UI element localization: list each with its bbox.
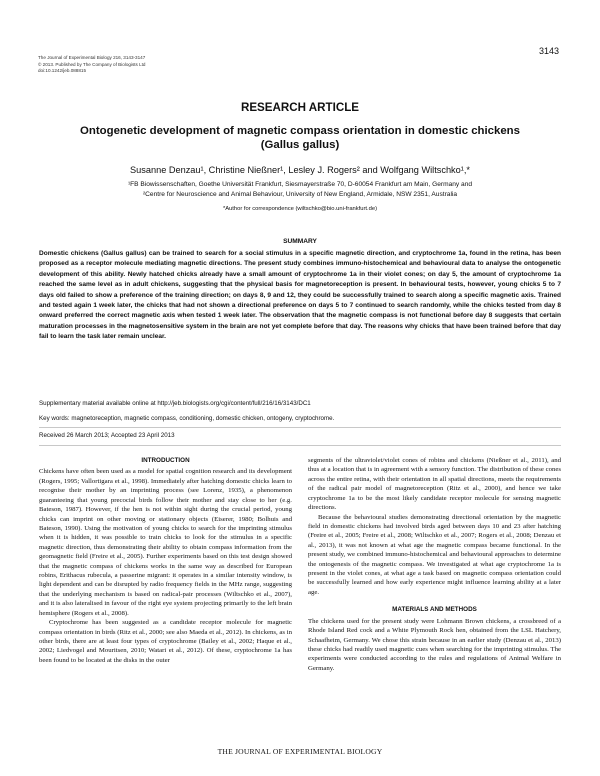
intro-paragraph-4: Because the behavioural studies demonstrating directional orientation by the magnetic field in domestic chickens had involved birds aged between days 10 and 23 after hatching (Freire et al., 2005; Freire et al., 2008; Wiltschko et al., 2007; Rogers et al., 2008; Denzau et al., 2013), it was not known at what age the magnetic compass became functional. In the present study, we combined immuno-histochemical and behavioural approaches to determine the ontogenesis of the magnetic compass. We investigated at what age cryptochrome 1a is present in the violet cones, at what age a task based on magnetic compass orientation could be successfully learned and how early experience might influence learning ability at a later age. [308, 513, 561, 596]
divider [39, 445, 561, 446]
journal-meta [38, 55, 146, 75]
divider [39, 427, 561, 428]
intro-paragraph-1: Chickens have often been used as a model for spatial cognition research and its development (Rogers, 1995; Vallortigara et al., 1998). Immediately after hatching domestic chicks learn to recognise their mother by an imprinting process (see Lorenz, 1935), a phenomenon guaranteeing that young precocial birds follow their mother and stay close to her (e.g. Bateson, 1987). However, if the hen is not within sight during the crucial period, young chicks can imprint on other moving or stationary objects (Eiserer, 1980; Bolhuis and Bateson, 1990). Using the motivation of young chicks to search for the imprinting stimulus when it is hidden, it was possible to train chicks to look for the stimulus in a specific magnetic direction, thus demonstrating their ability to obtain compass information from the geomagnetic field (Freire et al., 2005). Further experiments based on this test design showed that the magnetic compass of chickens works in the same way as described for European robins, Erithacus rubecula, a passerine migrant: it operates in a similar intensity window, is light dependent and can be disrupted by radio frequency fields in the MHz range, suggesting that the underlying mechanism is based on radical-pair processes (Wiltschko et al., 2007), and it is also lateralised in favour of the right eye system projecting primarily to the left brain hemisphere (Rogers et al., 2008). [39, 468, 292, 617]
summary-text: Domestic chickens (Gallus gallus) can be trained to search for a social stimulus in a specific magnetic direction, and cryptochrome 1a, found in the retina, has been proposed as a receptor molecule mediating magnetic directions. The present study combines immuno-histochemical and behavioural data to analyse the ontogenetic development of this ability. Newly hatched chicks already have a small amount of cryptochrome 1a in their violet cones; on day 5, the amount of cryptochrome 1a reached the same level as in adult chickens, suggesting that the physical basis for magnetoreception is present. In behavioural tests, however, young chicks 5 to 7 days old failed to show a preference of the training direction; on days 8, 9 and 12, they could be successfully trained to search along a specific magnetic axis. Trained and tested again 1 week later, the chicks that had not shown a directional preference on days 5 to 7 continued to search randomly, while the chicks tested from day 8 onward preferred the correct magnetic axis when tested 1 week later. The observation that the magnetic compass is not functional before day 8 suggests that certain maturation processes in the magnetosensitive system in the brain are not yet complete before that day. The reasons why chicks that have been trained before that day fail to learn the task later remain unclear. [39, 250, 561, 341]
doi-line: doi:10.1242/jeb.088815 [38, 68, 87, 74]
page-number: 3143 [538, 46, 559, 56]
intro-paragraph-2: Cryptochrome has been suggested as a candidate receptor molecule for magnetic compass orientation in birds (Ritz et al., 2000; see also Maeda et al., 2012). In chickens, as in other birds, there are at least four types of cryptochrome (Bailey et al., 2002; Haque et al., 2002; Liedvogel and Mouritsen, 2010; Watari et al., 2012). Of these, cryptochrome 1a has been found to be located at the disks in the outer [39, 619, 292, 664]
methods-paragraph-1: The chickens used for the present study were Lohmann Brown chickens, a crossbreed of a Rhode Island Red cock and a White Plymouth Rock hen, obtained from the LSL Hatchery, Schaafheim, Germany. We chose this strain because in an earlier study (Denzau et al., 2013) these chicks had readily used magnetic cues when searching for the imprinting stimulus. The experiments were conducted according to the rules and regulations of Animal Welfare in Germany. [308, 617, 561, 672]
affiliation-1: ¹FB Biowissenschaften, Goethe Universität Frankfurt, Siesmayerstraße 70, D-60054 Frankfurt am Main, Germany and [127, 181, 473, 188]
affiliation-2: ²Centre for Neuroscience and Animal Behaviour, University of New England, Armidale, NSW 2351, Australia [142, 191, 458, 198]
left-column [39, 456, 292, 665]
supplementary-note: Supplementary material available online at http://jeb.biologists.org/cgi/content/full/216/16/3143/DC1 [39, 400, 311, 407]
copyright-line: © 2013. Published by The Company of Biologists Ltd [38, 61, 146, 67]
received-dates: Received 26 March 2013; Accepted 23 April 2013 [39, 432, 175, 439]
intro-paragraph-3: segments of the ultraviolet/violet cones of robins and chickens (Nießner et al., 2011), and thus at a location that is in agreement with a sensory function. The distribution of these cones across the entire retina, with their orientation in all spatial directions, meets the requirements of the radical pair model of magnetoreception (Ritz et al., 2000), and hence we take cryptochrome 1a to be the most likely candidate receptor molecule for sensing magnetic directions. [308, 457, 561, 512]
title-line-2: (Gallus gallus) [260, 139, 340, 152]
keywords: Key words: magnetoreception, magnetic compass, conditioning, domestic chicken, ontogeny, cryptochrome. [39, 415, 335, 422]
summary-heading: SUMMARY [283, 238, 317, 245]
journal-citation: The Journal of Experimental Biology 216, 3143-3147 [38, 55, 146, 60]
introduction-heading: INTRODUCTION [141, 457, 190, 464]
author-list: Susanne Denzau¹, Christine Nießner¹, Lesley J. Rogers² and Wolfgang Wiltschko¹,* [130, 165, 470, 175]
right-column [308, 456, 561, 673]
article-title [40, 124, 560, 153]
article-type: RESEARCH ARTICLE [240, 101, 360, 114]
journal-footer: THE JOURNAL OF EXPERIMENTAL BIOLOGY [217, 747, 383, 756]
methods-heading: MATERIALS AND METHODS [392, 606, 477, 614]
correspondence-note: *Author for correspondence (wiltschko@bio.uni-frankfurt.de) [222, 206, 378, 212]
affiliations [0, 180, 600, 200]
title-line-1: Ontogenetic development of magnetic compass orientation in domestic chickens [80, 125, 520, 137]
